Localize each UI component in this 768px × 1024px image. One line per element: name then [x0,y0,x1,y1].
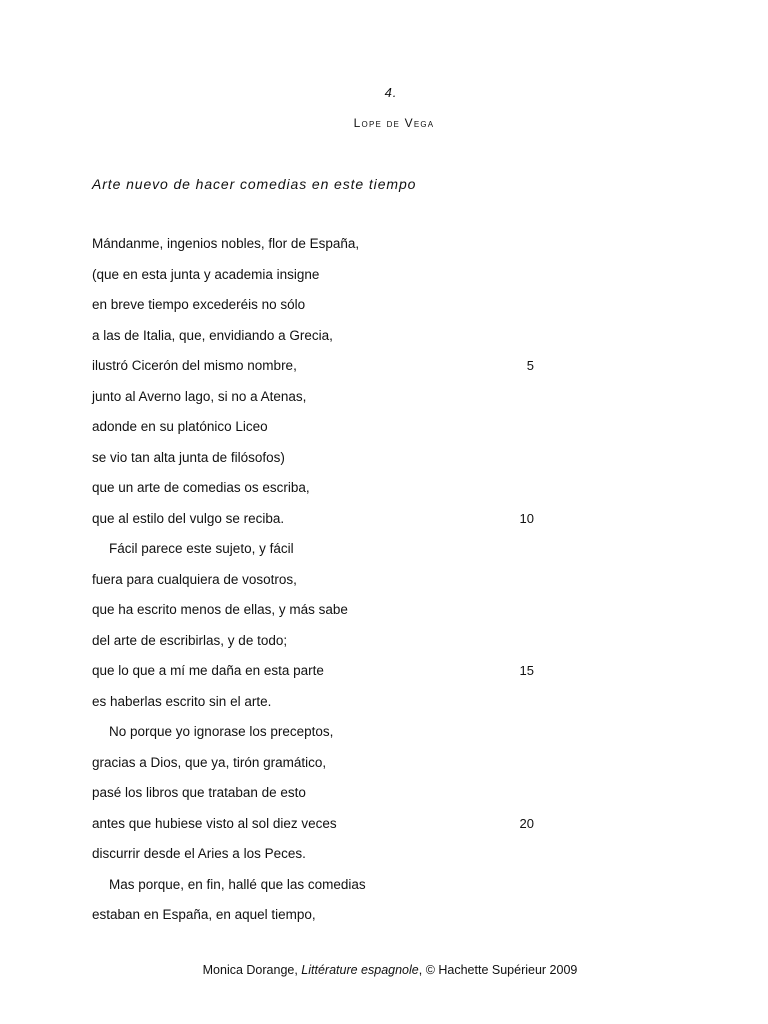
verse-text: Mándanme, ingenios nobles, flor de España, [92,236,360,251]
verse-line [92,448,552,479]
verse-text: estaban en España, en aquel tiempo, [92,907,316,922]
verse-line [92,326,552,357]
verse-text: a las de Italia, que, envidiando a Grecia, [92,327,333,343]
verse-line [92,631,552,662]
verse-line [92,814,552,845]
footer-publisher: , © Hachette Supérieur 2009 [418,963,578,977]
author-name: Lope de Vega [353,116,435,130]
verse-line [92,478,552,509]
verse-line [92,234,552,265]
verse-line [92,722,552,753]
footer-book-title: Littérature espagnole [301,963,419,977]
poem-text [92,234,552,936]
verse-text: que ha escrito menos de ellas, y más sabe [92,602,348,617]
verse-line [92,753,552,784]
verse-line [92,387,552,418]
verse-text: que lo que a mí me daña en esta parte [92,663,324,678]
verse-text: del arte de escribirlas, y de todo; [92,632,288,648]
verse-line-number: 20 [519,815,534,831]
verse-line-number: 5 [526,358,534,373]
verse-text: (que en esta junta y academia insigne [92,266,320,282]
verse-line [92,356,552,387]
verse-line-number: 15 [519,663,534,678]
verse-line [92,875,552,906]
verse-text: gracias a Dios, que ya, tirón gramático, [92,754,327,770]
verse-line [92,570,552,601]
verse-text: junto al Averno lago, si no a Atenas, [92,388,307,404]
verse-text: fuera para cualquiera de vosotros, [92,571,297,587]
verse-text: es haberlas escrito sin el arte. [92,693,272,709]
verse-text: ilustró Cicerón del mismo nombre, [92,358,297,373]
chapter-number: 4. [384,85,398,100]
verse-line [92,905,552,936]
verse-text: que al estilo del vulgo se reciba. [92,510,285,526]
verse-line-number: 10 [519,510,534,526]
verse-line [92,783,552,814]
verse-text: No porque yo ignorase los preceptos, [109,724,334,739]
verse-line [92,844,552,875]
verse-text: que un arte de comedias os escriba, [92,480,310,495]
verse-line [92,265,552,296]
verse-text: en breve tiempo excederéis no sólo [92,297,306,312]
verse-line [92,600,552,631]
verse-text: adonde en su platónico Liceo [92,419,268,434]
verse-line [92,417,552,448]
verse-line [92,295,552,326]
footer-author: Monica Dorange, [202,963,302,977]
verse-line [92,692,552,723]
verse-text: Fácil parece este sujeto, y fácil [109,541,294,556]
verse-line [92,661,552,692]
verse-line [92,509,552,540]
verse-text: antes que hubiese visto al sol diez veces [92,815,337,831]
verse-line [92,539,552,570]
footer-citation [0,963,768,977]
verse-text: discurrir desde el Aries a los Peces. [92,846,306,861]
verse-text: se vio tan alta junta de filósofos) [92,449,285,465]
verse-text: Mas porque, en fin, hallé que las comedias [109,876,366,892]
verse-text: pasé los libros que trataban de esto [92,785,306,800]
work-title: Arte nuevo de hacer comedias en este tiempo [92,176,417,192]
